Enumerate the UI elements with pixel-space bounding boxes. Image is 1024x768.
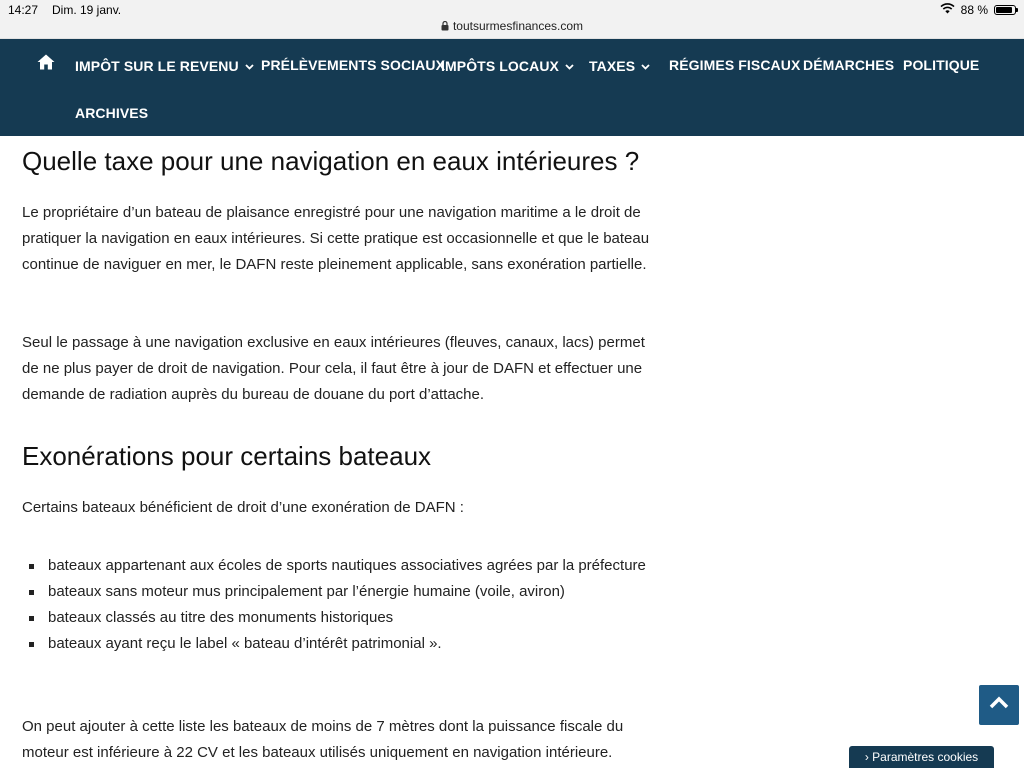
bullet	[29, 642, 34, 647]
nav-item-regimes-fiscaux[interactable]	[669, 57, 800, 73]
section-heading: Quelle taxe pour une navigation en eaux intérieures ?	[22, 146, 640, 176]
status-indicators	[940, 3, 1016, 17]
list-item-text: bateaux ayant reçu le label « bateau d’intérêt patrimonial ».	[48, 635, 442, 652]
bullet	[29, 564, 34, 569]
chevron-down-icon	[245, 57, 254, 73]
status-time: 14:27	[8, 3, 39, 17]
paragraph: Certains bateaux bénéficient de droit d’une exonération de DAFN :	[22, 499, 464, 516]
chevron-down-icon	[641, 57, 650, 73]
battery-level	[996, 7, 1012, 13]
battery-icon	[994, 5, 1016, 15]
chevron-up-icon	[989, 696, 1009, 714]
nav-item-taxes[interactable]	[589, 57, 650, 74]
cookie-settings-button[interactable]: › Paramètres cookies	[849, 746, 994, 768]
list-item	[22, 631, 662, 657]
status-date: Dim. 19 janv.	[52, 3, 122, 17]
lock-icon	[441, 20, 449, 34]
bullet	[29, 616, 34, 621]
address-bar[interactable]	[0, 19, 1024, 34]
nav-item-label: IMPÔTS LOCAUX	[441, 58, 559, 74]
nav-item-label: ARCHIVES	[75, 105, 149, 121]
nav-item-label: POLITIQUE	[903, 57, 980, 73]
list-item-text: bateaux sans moteur mus principalement par l’énergie humaine (voile, aviron)	[48, 583, 565, 600]
status-bar	[0, 0, 1024, 39]
paragraph: On peut ajouter à cette liste les bateaux de moins de 7 mètres dont la puissance fiscale du moteur est inférieure à 22 CV et les bateaux utilisés uniquement en navigation intérieure.	[22, 718, 624, 761]
nav-item-label: PRÉLÈVEMENTS SOCIAUX	[261, 57, 446, 73]
list-item-text: bateaux appartenant aux écoles de sports nautiques associatives agrées par la préfecture	[48, 557, 646, 574]
chevron-down-icon	[565, 57, 574, 73]
url-text: toutsurmesfinances.com	[452, 19, 584, 33]
exoneration-list	[22, 553, 662, 657]
nav-item-impot-sur-le-revenu[interactable]	[75, 57, 254, 74]
list-item	[22, 553, 662, 579]
paragraph: Seul le passage à une navigation exclusive en eaux intérieures (fleuves, canaux, lacs) permet de ne plus payer de droit de navigation. Pour cela, il faut être à jour de DAFN et effectuer une demande de radiation auprès du bureau de douane du port d’attache.	[22, 334, 645, 403]
list-item	[22, 579, 662, 605]
main-nav	[0, 39, 1024, 136]
nav-item-label: IMPÔT SUR LE REVENU	[75, 58, 239, 74]
home-icon[interactable]	[37, 54, 55, 75]
list-item	[22, 605, 662, 631]
nav-item-impots-locaux[interactable]	[441, 57, 574, 74]
nav-item-demarches[interactable]	[803, 57, 894, 73]
paragraph: Le propriétaire d’un bateau de plaisance enregistré pour une navigation maritime a le droit de pratiquer la navigation en eaux intérieures. Si cette pratique est occasionnelle et que le bateau continue de naviguer en mer, le DAFN reste pleinement applicable, sans exonération partielle.	[22, 204, 650, 273]
nav-item-label: TAXES	[589, 58, 636, 74]
nav-item-label: RÉGIMES FISCAUX	[669, 57, 801, 73]
section-heading: Exonérations pour certains bateaux	[22, 441, 432, 471]
nav-item-label: DÉMARCHES	[803, 57, 895, 73]
battery-percent: 88 %	[960, 3, 988, 17]
back-to-top-button[interactable]	[979, 685, 1019, 725]
bullet	[29, 590, 34, 595]
wifi-icon	[940, 3, 955, 17]
list-item-text: bateaux classés au titre des monuments historiques	[48, 609, 394, 626]
nav-item-archives[interactable]	[75, 105, 148, 121]
nav-item-politique[interactable]	[903, 57, 979, 73]
nav-item-prelevements-sociaux[interactable]	[261, 57, 445, 73]
